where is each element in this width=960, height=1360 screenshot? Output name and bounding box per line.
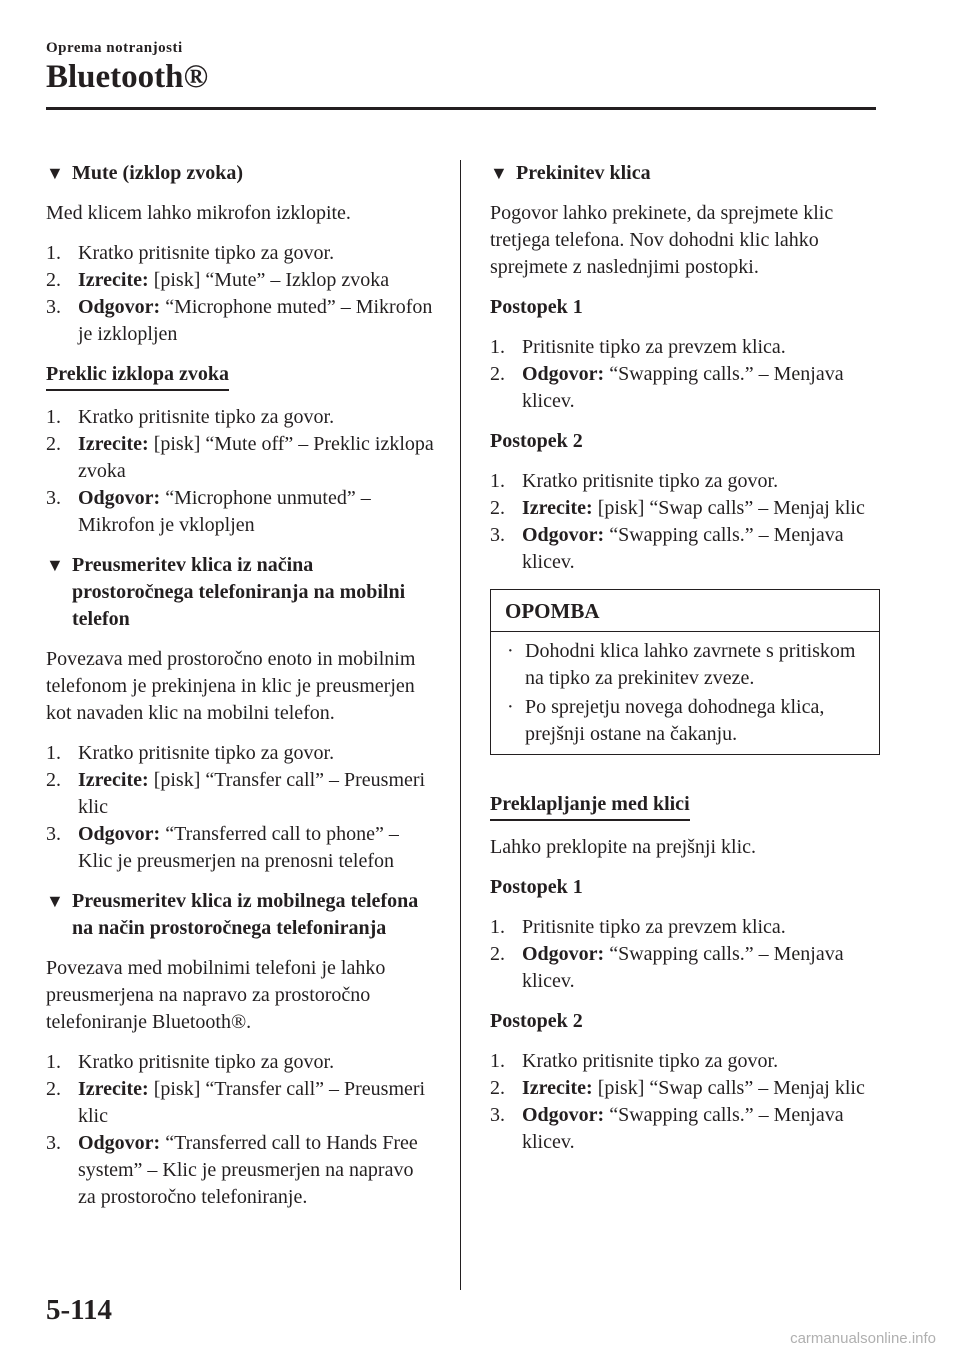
chapter-title: Bluetooth®: [46, 59, 209, 95]
heading-transfer-to-handsfree: ▼ Preusmeritev klica iz mobilnega telefona na način prostoročnega telefoniranja: [46, 888, 436, 942]
list-item: [46, 1049, 436, 1076]
step-label: Postopek 2: [490, 1010, 583, 1032]
list-item-label: Odgovor:: [78, 487, 161, 509]
page-number: 5-114: [46, 1294, 113, 1326]
list-item: [490, 941, 880, 995]
paragraph: Povezava med mobilnimi telefoni je lahko preusmerjena na napravo za prostoročno telefoniranje Bluetooth®.: [46, 957, 386, 1033]
list-item-text: Pritisnite tipko za prevzem klica.: [522, 916, 786, 938]
list-item: [46, 431, 436, 485]
bullet-dot-icon: ·: [507, 640, 514, 662]
list-item-text: “Transferred call to phone” – Klic je preusmerjen na prenosni telefon: [78, 823, 399, 872]
list-item-text: Kratko pritisnite tipko za govor.: [78, 406, 335, 428]
numbered-list: [46, 1049, 436, 1211]
numbered-list: [490, 1048, 880, 1156]
list-item-label: Odgovor:: [522, 363, 605, 385]
list-item-text: Kratko pritisnite tipko za govor.: [78, 242, 335, 264]
list-number: 1.: [46, 242, 61, 264]
list-item: [490, 1048, 880, 1075]
numbered-list: [46, 240, 436, 348]
list-item-text: “Swapping calls.” – Menjava klicev.: [522, 943, 844, 992]
list-number: 1.: [490, 336, 505, 358]
right-column: [490, 160, 880, 1169]
list-item: [46, 485, 436, 539]
heading-mute: ▼ Mute (izklop zvoka): [46, 160, 436, 187]
list-number: 2.: [490, 363, 505, 385]
list-number: 3.: [46, 823, 61, 845]
list-item-text: [pisk] “Transfer call” – Preusmeri klic: [78, 769, 426, 818]
list-item: [490, 1075, 880, 1102]
list-item: [490, 914, 880, 941]
list-number: 2.: [46, 1078, 61, 1100]
list-item-label: Odgovor:: [522, 1104, 605, 1126]
list-number: 1.: [490, 916, 505, 938]
list-item-text: “Microphone unmuted” – Mikrofon je vklopljen: [78, 487, 371, 536]
heading-transfer-to-phone: ▼ Preusmeritev klica iz načina prostoročnega telefoniranja na mobilni telefon: [46, 552, 436, 633]
note-body: [491, 632, 879, 754]
list-number: 1.: [46, 742, 61, 764]
list-item-text: [pisk] “Transfer call” – Preusmeri klic: [78, 1078, 426, 1127]
list-item-label: Izrecite:: [522, 497, 593, 519]
list-number: 2.: [46, 769, 61, 791]
list-item-text: “Swapping calls.” – Menjava klicev.: [522, 363, 844, 412]
paragraph: Lahko preklopite na prejšnji klic.: [490, 836, 757, 858]
list-item-label: Izrecite:: [78, 1078, 149, 1100]
list-item: [490, 361, 880, 415]
list-item-label: Odgovor:: [78, 1132, 161, 1154]
numbered-list: [490, 914, 880, 995]
list-number: 2.: [46, 269, 61, 291]
paragraph: Med klicem lahko mikrofon izklopite.: [46, 202, 351, 224]
triangle-down-icon: ▼: [490, 163, 508, 183]
list-item: [46, 1076, 436, 1130]
note-bullet: · Po sprejetju novega dohodnega klica, prejšnji ostane na čakanju.: [505, 694, 865, 748]
triangle-down-icon: ▼: [46, 555, 64, 575]
numbered-list: [490, 468, 880, 576]
list-item-text: [pisk] “Mute” – Izklop zvoka: [148, 269, 390, 291]
list-item-label: Odgovor:: [78, 823, 161, 845]
triangle-down-icon: ▼: [46, 163, 64, 183]
list-item: [490, 468, 880, 495]
list-number: 3.: [46, 1132, 61, 1154]
list-number: 1.: [490, 470, 505, 492]
list-item: [46, 404, 436, 431]
heading-hang-up: ▼ Prekinitev klica: [490, 160, 880, 187]
subheading-switch-calls: Preklapljanje med klici: [490, 791, 690, 821]
list-number: 2.: [490, 497, 505, 519]
list-item: [490, 1102, 880, 1156]
list-item-text: Kratko pritisnite tipko za govor.: [78, 1051, 335, 1073]
step-label: Postopek 2: [490, 430, 583, 452]
list-number: 3.: [46, 296, 61, 318]
list-item-label: Odgovor:: [78, 296, 161, 318]
paragraph: Pogovor lahko prekinete, da sprejmete klic tretjega telefona. Nov dohodni klic lahko sprejmete z naslednjimi postopki.: [490, 202, 834, 278]
list-item-text: “Microphone muted” – Mikrofon je izklopljen: [78, 296, 433, 345]
step-label: Postopek 1: [490, 876, 583, 898]
list-number: 1.: [46, 1051, 61, 1073]
list-number: 2.: [46, 433, 61, 455]
watermark: carmanualsonline.info: [790, 1330, 936, 1347]
list-item-text: Pritisnite tipko za prevzem klica.: [522, 336, 786, 358]
numbered-list: [46, 404, 436, 539]
step-label: Postopek 1: [490, 296, 583, 318]
section-label: Oprema notranjosti: [46, 40, 183, 56]
list-item-text: Kratko pritisnite tipko za govor.: [522, 470, 779, 492]
list-number: 2.: [490, 943, 505, 965]
note-bullet: · Dohodni klica lahko zavrnete s pritiskom na tipko za prekinitev zveze.: [505, 638, 865, 692]
paragraph: Povezava med prostoročno enoto in mobilnim telefonom je prekinjena in klic je preusmerjen kot navaden klic na mobilni telefon.: [46, 648, 416, 724]
list-item-label: Izrecite:: [78, 769, 149, 791]
list-item: [490, 522, 880, 576]
list-item: [46, 294, 436, 348]
numbered-list: [490, 334, 880, 415]
list-item: [46, 1130, 436, 1211]
list-item-label: Izrecite:: [522, 1077, 593, 1099]
subheading-unmute: Preklic izklopa zvoka: [46, 361, 229, 391]
list-item-label: Odgovor:: [522, 943, 605, 965]
note-box: [490, 589, 880, 755]
header-rule: [46, 107, 876, 110]
triangle-down-icon: ▼: [46, 891, 64, 911]
list-item: [46, 767, 436, 821]
list-item-text: “Transferred call to Hands Free system” – Klic je preusmerjen na napravo za prostoročno telefoniranje.: [78, 1132, 418, 1208]
bullet-dot-icon: ·: [507, 696, 514, 718]
list-item: [490, 334, 880, 361]
list-number: 3.: [490, 524, 505, 546]
list-item-text: [pisk] “Mute off” – Preklic izklopa zvoka: [78, 433, 434, 482]
list-item-text: Kratko pritisnite tipko za govor.: [522, 1050, 779, 1072]
list-number: 3.: [490, 1104, 505, 1126]
numbered-list: [46, 740, 436, 875]
list-item-text: [pisk] “Swap calls” – Menjaj klic: [592, 1077, 865, 1099]
list-item-text: “Swapping calls.” – Menjava klicev.: [522, 1104, 844, 1153]
list-item: [46, 821, 436, 875]
column-divider: [460, 160, 461, 1290]
list-number: 3.: [46, 487, 61, 509]
list-item-label: Odgovor:: [522, 524, 605, 546]
list-item: [490, 495, 880, 522]
list-item: [46, 267, 436, 294]
list-number: 2.: [490, 1077, 505, 1099]
note-title: OPOMBA: [491, 590, 879, 632]
list-item-label: Izrecite:: [78, 433, 149, 455]
left-column: [46, 160, 436, 1224]
list-number: 1.: [490, 1050, 505, 1072]
list-item-label: Izrecite:: [78, 269, 149, 291]
list-number: 1.: [46, 406, 61, 428]
list-item: [46, 740, 436, 767]
list-item-text: Kratko pritisnite tipko za govor.: [78, 742, 335, 764]
list-item-text: “Swapping calls.” – Menjava klicev.: [522, 524, 844, 573]
page-header: [46, 40, 876, 97]
list-item-text: [pisk] “Swap calls” – Menjaj klic: [592, 497, 865, 519]
list-item: [46, 240, 436, 267]
